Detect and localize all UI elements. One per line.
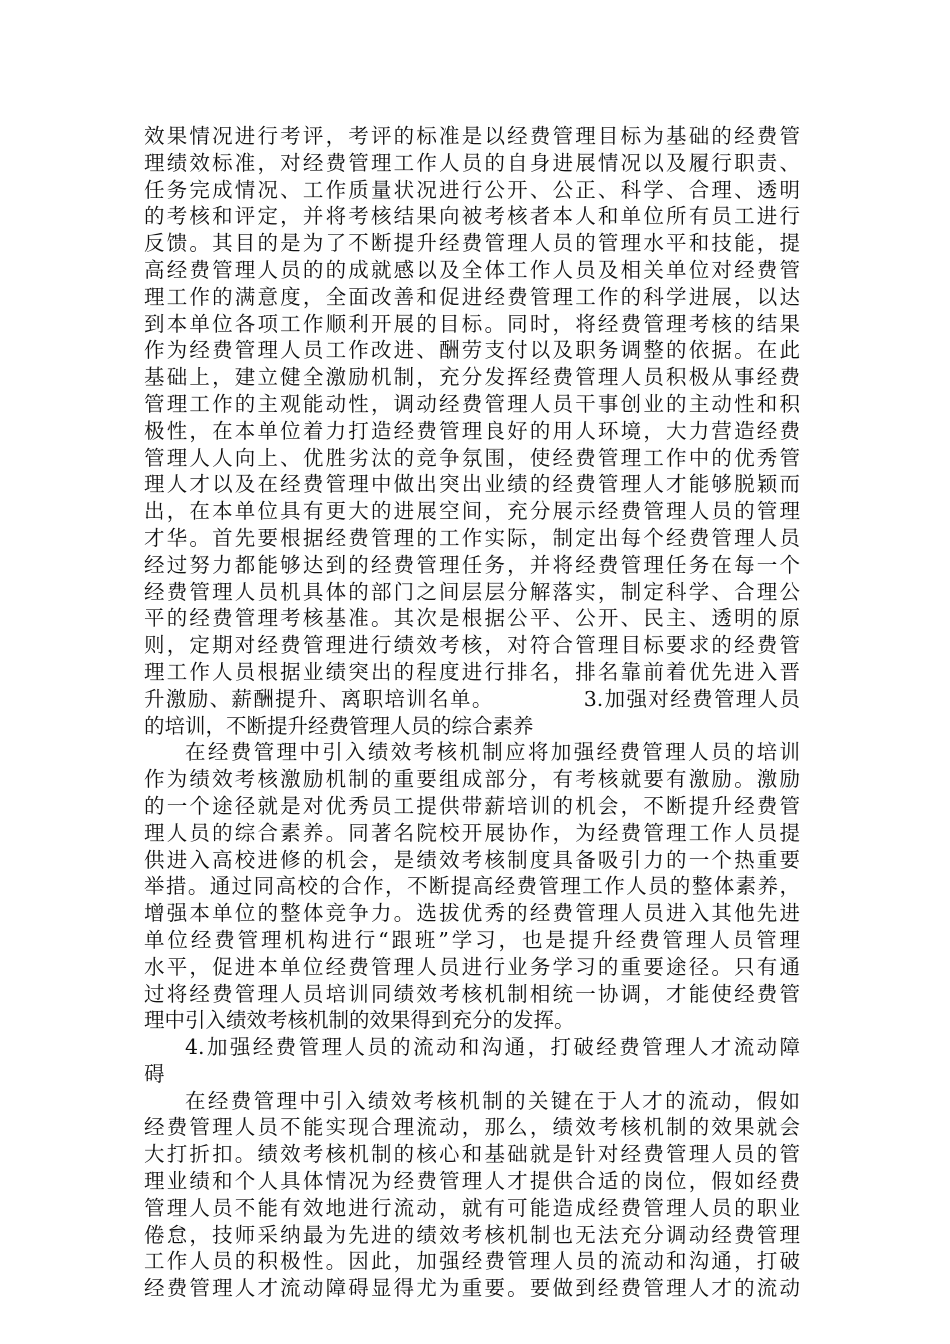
paragraph-line: 工作人员的积极性。因此，加强经费管理人员的流动和沟通，打破 — [144, 1249, 800, 1274]
paragraph-line: 大打折扣。绩效考核机制的核心和基础就是针对经费管理人员的管 — [144, 1142, 800, 1167]
section-heading-4: 4.加强经费管理人员的流动和沟通，打破经费管理人才流动障 — [185, 1035, 800, 1060]
text-line: 效果情况进行考评，考评的标准是以经费管理目标为基础的经费管 — [144, 124, 800, 148]
paragraph-line: 理中引入绩效考核机制的效果得到充分的发挥。 — [144, 1008, 575, 1033]
paragraph-line: 在经费管理中引入绩效考核机制应将加强经费管理人员的培训 — [185, 740, 800, 765]
paragraph-line: 管理人员不能有效地进行流动，就有可能造成经费管理人员的职业 — [144, 1195, 800, 1220]
paragraph-line: 经费管理人才流动障碍显得尤为重要。要做到经费管理人才的流动 — [144, 1276, 800, 1301]
text-line: 反馈。其目的是为了不断提升经费管理人员的管理水平和技能，提 — [144, 231, 800, 256]
text-line: 经费管理人员机具体的部门之间层层分解落实，制定科学、合理公 — [144, 579, 800, 604]
text-line: 作为经费管理人员工作改进、酬劳支付以及职务调整的依据。在此 — [144, 338, 800, 363]
text-line: 理工作的满意度，全面改善和促进经费管理工作的科学进展，以达 — [144, 284, 800, 309]
section-heading-4-continued: 碍 — [144, 1061, 165, 1086]
paragraph-line: 在经费管理中引入绩效考核机制的关键在于人才的流动，假如 — [185, 1088, 800, 1113]
text-line: 极性，在本单位着力打造经费管理良好的用人环境，大力营造经费 — [144, 418, 800, 443]
paragraph-line: 理业绩和个人具体情况为经费管理人才提供合适的岗位，假如经费 — [144, 1169, 800, 1194]
section-heading-3-continued: 的培训，不断提升经费管理人员的综合素养 — [144, 713, 534, 738]
text-line: 到本单位各项工作顺利开展的目标。同时，将经费管理考核的结果 — [144, 311, 800, 336]
text-line: 则，定期对经费管理进行绩效考核，对符合管理目标要求的经费管 — [144, 633, 800, 658]
text-fragment: 升激励、薪酬提升、离职培训名单。 — [144, 686, 494, 711]
text-line: 高经费管理人员的的成就感以及全体工作人员及相关单位对经费管 — [144, 257, 800, 282]
text-line: 出，在本单位具有更大的进展空间，充分展示经费管理人员的管理 — [144, 499, 800, 524]
text-line: 理人才以及在经费管理中做出突出业绩的经费管理人才能够脱颖而 — [144, 472, 800, 497]
text-line: 理工作人员根据业绩突出的程度进行排名，排名靠前着优先进入晋 — [144, 659, 800, 684]
paragraph-line: 供进入高校进修的机会，是绩效考核制度具备吸引力的一个热重要 — [144, 847, 800, 872]
text-line: 平的经费管理考核基准。其次是根据公平、公开、民主、透明的原 — [144, 606, 800, 631]
text-line: 基础上，建立健全激励机制，充分发挥经费管理人员积极从事经费 — [144, 365, 800, 390]
text-line: 任务完成情况、工作质量状况进行公开、公正、科学、合理、透明 — [144, 177, 800, 202]
paragraph-line: 增强本单位的整体竞争力。选拔优秀的经费管理人员进入其他先进 — [144, 901, 800, 926]
paragraph-line: 理人员的综合素养。同著名院校开展协作，为经费管理工作人员提 — [144, 820, 800, 845]
text-line-with-heading — [144, 686, 800, 713]
text-line: 管理人人向上、优胜劣汰的竞争氛围，使经费管理工作中的优秀管 — [144, 445, 800, 470]
text-line: 管理工作的主观能动性，调动经费管理人员干事创业的主动性和积 — [144, 391, 800, 416]
paragraph-line: 的一个途径就是对优秀员工提供带薪培训的机会，不断提升经费管 — [144, 793, 800, 818]
paragraph-line: 过将经费管理人员培训同绩效考核机制相统一协调，才能使经费管 — [144, 981, 800, 1006]
body-text — [144, 123, 800, 1302]
paragraph-line: 举措。通过同高校的合作，不断提高经费管理工作人员的整体素养， — [144, 874, 800, 899]
paragraph-line: 单位经费管理机构进行“跟班”学习，也是提升经费管理人员管理 — [144, 927, 800, 952]
section-heading-3: 3.加强对经费管理人员 — [583, 686, 801, 711]
paragraph-line: 作为绩效考核激励机制的重要组成部分，有考核就要有激励。激励 — [144, 767, 800, 792]
paragraph-line: 水平，促进本单位经费管理人员进行业务学习的重要途径。只有通 — [144, 954, 800, 979]
text-line: 经过努力都能够达到的经费管理任务，并将经费管理任务在每一个 — [144, 552, 800, 577]
paragraph-line: 经费管理人员不能实现合理流动，那么，绩效考核机制的效果就会 — [144, 1115, 800, 1140]
text-line: 的考核和评定，并将考核结果向被考核者本人和单位所有员工进行 — [144, 204, 800, 229]
paragraph-line: 倦怠，技师采纳最为先进的绩效考核机制也无法充分调动经费管理 — [144, 1222, 800, 1247]
text-line: 理绩效标准，对经费管理工作人员的自身进展情况以及履行职责、 — [144, 150, 800, 175]
text-line: 才华。首先要根据经费管理的工作实际，制定出每个经费管理人员 — [144, 525, 800, 550]
